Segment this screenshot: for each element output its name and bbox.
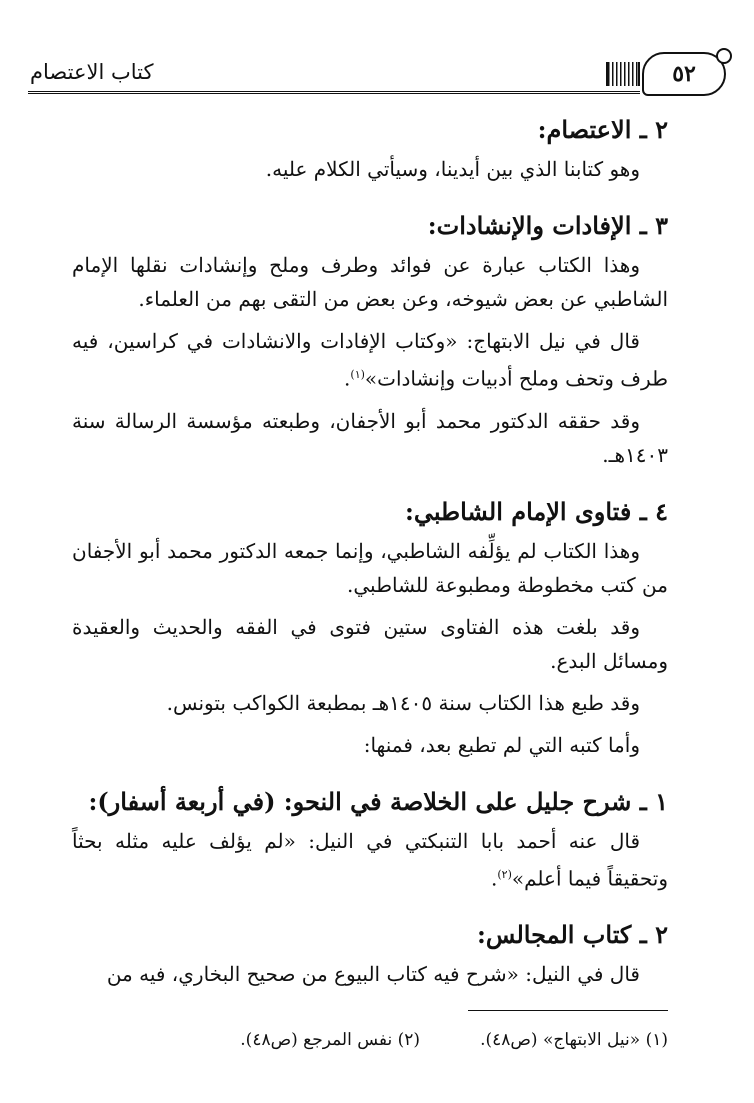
running-header (28, 52, 726, 100)
paragraph: قال في النيل: «شرح فيه كتاب البيوع من صحيح البخاري، فيه من (106, 962, 640, 987)
paragraph: وقد حققه الدكتور محمد أبو الأجفان، وطبعته مؤسسة الرسالة سنة ١٤٠٣هـ. (72, 408, 668, 467)
section-heading: ٢ ـ كتاب المجالس: (477, 920, 668, 950)
paragraph: وقد طبع هذا الكتاب سنة ١٤٠٥هـ بمطبعة الكواكب بتونس. (166, 690, 640, 715)
footnote-rule (468, 1010, 668, 1011)
paragraph-with-footnote: قال في نيل الابتهاج: «وكتاب الإفادات والانشادات في كراسين، فيه طرف وتحف وملح أدبيات وإنشادات»$^{(١)}$. (72, 329, 668, 391)
page-number-badge (642, 52, 726, 96)
section-heading: ٤ ـ فتاوى الإمام الشاطبي: (404, 496, 668, 526)
badge-loop-icon (716, 48, 732, 64)
paragraph: وهذا الكتاب لم يؤلِّفه الشاطبي، وإنما جمعه الدكتور محمد أبو الأجفان من كتب مخطوطة ومطبوعة للشاطبي. (72, 538, 668, 597)
paragraph: وأما كتبه التي لم تطبع بعد، فمنها: (363, 732, 640, 757)
paragraph-with-footnote: قال عنه أحمد بابا التنبكتي في النيل: «لم يؤلف عليه مثله بحثاً وتحقيقاً فيما أعلم»$^{(٢)}$. (72, 828, 668, 891)
section-heading: ٣ ـ الإفادات والإنشادات: (427, 211, 668, 240)
page-number: ٥٢ (672, 61, 696, 87)
section-heading: ١ ـ شرح جليل على الخلاصة في النحو: (في أربعة أسفار): (88, 786, 668, 816)
book-title: كتاب الاعتصام (30, 60, 154, 84)
paragraph: وهو كتابنا الذي بين أيدينا، وسيأتي الكلام عليه. (265, 157, 640, 181)
paragraph-text: قال عنه أحمد بابا التنبكتي في النيل: «لم يؤلف عليه مثله بحثاً وتحقيقاً فيما أعلم» (72, 828, 668, 891)
paragraph: وهذا الكتاب عبارة عن فوائد وطرف وملح وإنشادات نقلها الإمام الشاطبي عن بعض شيوخه، وعن بعض من التقى بهم من العلماء. (72, 253, 668, 311)
ornament-icon (606, 62, 640, 86)
footnote-2: (٢) نفس المرجع (ص٤٨). (240, 1030, 421, 1050)
paragraph-text: قال في نيل الابتهاج: «وكتاب الإفادات والانشادات في كراسين، فيه طرف وتحف وملح أدبيات وإنشادات» (72, 329, 668, 391)
footnote-ref: (١) (350, 368, 365, 381)
footnotes (72, 1030, 668, 1050)
footnote-1: (١) «نيل الابتهاج» (ص٤٨). (480, 1030, 668, 1050)
footnote-ref: (٢) (497, 867, 512, 881)
section-heading: ٢ ـ الاعتصام: (537, 115, 668, 144)
header-rule (28, 91, 640, 94)
main-text (72, 108, 668, 991)
paragraph: وقد بلغت هذه الفتاوى ستين فتوى في الفقه والحديث والعقيدة ومسائل البدع. (72, 614, 668, 673)
